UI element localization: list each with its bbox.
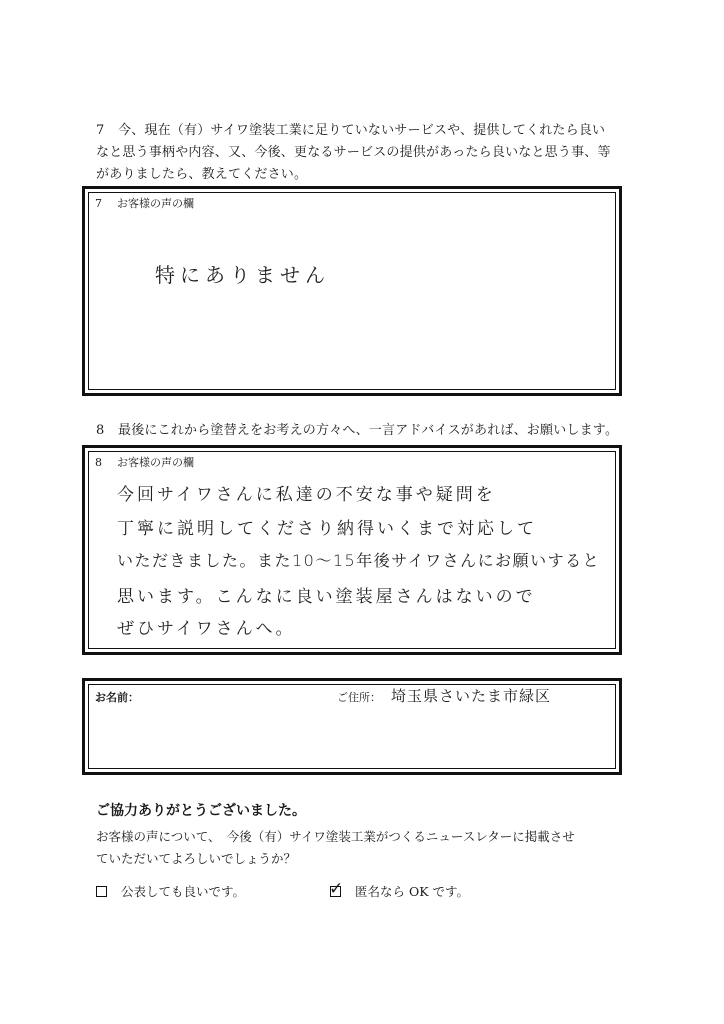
answer-box-7-number: 7 <box>95 197 102 210</box>
thanks-message: ご協力ありがとうございました。 <box>96 803 306 819</box>
question-7-line-3: がありましたら、教えてください。 <box>96 167 308 182</box>
question-8-text-1: 最後にこれから塗替えをお考えの方々へ、一言アドバイスがあれば、お願いします。 <box>118 423 619 438</box>
permission-question <box>96 826 626 870</box>
anonymous-checkbox[interactable] <box>329 878 344 899</box>
question-7-number: 7 <box>96 123 105 138</box>
answer-box-7-label-text: お客様の声の欄 <box>117 197 194 210</box>
answer-box-8-number: 8 <box>95 456 102 469</box>
permission-line-1: お客様の声について、 今後（有）サイワ塗装工業がつくるニュースレターに掲載させ <box>96 829 575 844</box>
answer-7-handwritten: 特にありません <box>155 263 330 287</box>
answer-box-8 <box>82 445 622 655</box>
question-8-number: 8 <box>96 423 105 438</box>
question-7 <box>96 120 611 186</box>
answer-box-7-label <box>95 195 194 211</box>
question-8 <box>96 420 618 442</box>
name-label: お名前： <box>95 691 139 704</box>
question-7-line-2: なと思う事柄や内容、又、今後、更なるサービスの提供があったら良いなと思う事、等 <box>96 145 611 160</box>
option-anonymous-label: 匿名なら OK です。 <box>355 884 470 899</box>
signature-box <box>82 678 622 775</box>
public-checkbox[interactable] <box>96 886 107 897</box>
question-7-text-1: 今、現在（有）サイワ塗装工業に足りていないサービスや、提供してくれたら良い <box>118 123 606 138</box>
option-public-label: 公表しても良いです。 <box>121 884 246 899</box>
answer-box-8-label <box>95 454 194 470</box>
question-8-line-1 <box>96 420 618 442</box>
checkmark-icon: ✓ <box>329 878 344 899</box>
answer-8-line-1: 今回サイワさんに私達の不安な事や疑問を <box>117 485 496 505</box>
option-anonymous[interactable] <box>329 878 470 900</box>
answer-8-line-2: 丁寧に説明してくださり納得いくまで対応して <box>117 519 537 539</box>
answer-box-7 <box>82 186 622 396</box>
address-handwritten: 埼玉県さいたま市緑区 <box>391 687 552 705</box>
answer-8-line-4: 思います。こんなに良い塗装屋さんはないので <box>117 587 536 607</box>
answer-8-line-3: いただきました。また10～15年後サイワさんにお願いすると <box>117 551 601 570</box>
answer-box-8-label-text: お客様の声の欄 <box>117 456 194 469</box>
address-label: ご住所： <box>337 691 381 704</box>
permission-line-2: ていただいてよろしいでしょうか？ <box>96 851 297 866</box>
question-7-line-1 <box>96 120 611 142</box>
answer-8-line-5: ぜひサイワさんへ。 <box>117 619 296 639</box>
option-public[interactable] <box>96 882 245 900</box>
